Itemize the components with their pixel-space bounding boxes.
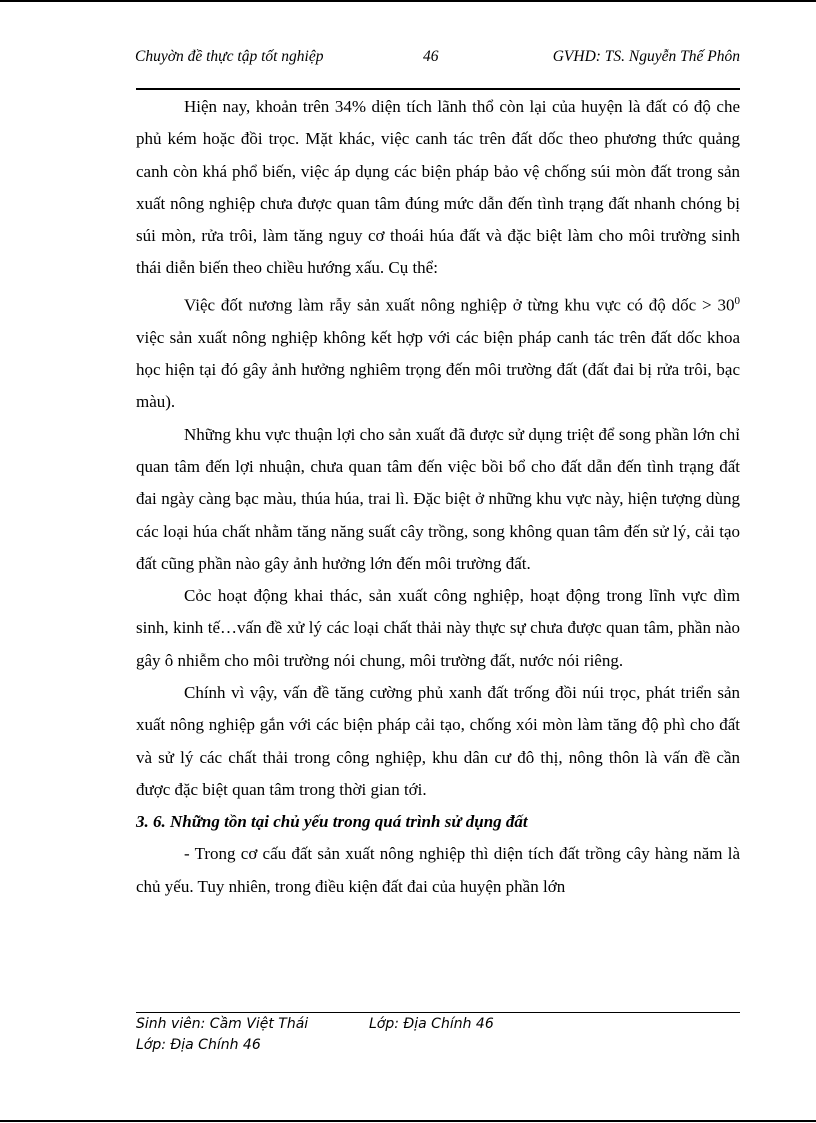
degree-superscript: 0 — [734, 294, 740, 307]
paragraph-2-text-end: việc sản xuất nông nghiệp không kết hợp với các biện pháp canh tác trên đất dốc khoa học hiện tại đó gây ảnh hưởng nghiêm trọng đến môi trường đất (đất đai bị rửa trôi, bạc màu). — [136, 327, 740, 412]
paragraph-6: - Trong cơ cấu đất sản xuất nông nghiệp thì diện tích đất trồng cây hàng năm là chủ yếu. Tuy nhiên, trong điều kiện đất đai của huyện phần lớn — [136, 844, 740, 896]
section-heading: 3. 6. Những tồn tại chủ yếu trong quá trình sử dụng đất — [136, 812, 528, 832]
page-footer — [136, 1014, 740, 1056]
footer-row-1 — [136, 1014, 740, 1035]
header-divider — [136, 88, 740, 90]
footer-row-2 — [136, 1035, 740, 1056]
paragraph-2-text-start: Việc đốt nương làm rẫy sản xuất nông nghiệp ở từng khu vực có độ dốc > 30 — [184, 295, 735, 315]
footer-divider — [136, 1012, 740, 1013]
page-bottom-edge — [0, 1120, 816, 1122]
header-page-number: 46 — [423, 48, 439, 65]
paragraph-1: Hiện nay, khoản trên 34% diện tích lãnh thổ còn lại của huyện là đất có độ che phủ kém hoặc đồi trọc. Mặt khác, việc canh tác trên đất dốc theo phương thức quảng canh còn khá phổ biến, việc áp dụng các biện pháp bảo vệ chống súi mòn đất trong sản xuất nông nghiệp chưa được quan tâm đúng mức dẫn đến tình trạng đất nhanh chóng bị súi mòn, rửa trôi, làm tăng nguy cơ thoái húa đất và đặc biệt làm cho môi trường sinh thái diễn biến theo chiều hướng xấu. Cụ thể: — [136, 97, 740, 278]
footer-class: Lớp: Địa Chính 46 — [369, 1016, 494, 1032]
paragraph-4: Cỏc hoạt động khai thác, sản xuất công nghiệp, hoạt động trong lĩnh vực dìm sinh, kinh tế…vấn đề xử lý các loại chất thải này thực sự chưa được quan tâm, phần nào gây ô nhiễm cho môi trường nói chung, môi trường đất, nước nói riêng. — [136, 586, 740, 670]
page-header — [135, 48, 740, 70]
footer-class-repeat: Lớp: Địa Chính 46 — [136, 1037, 261, 1053]
page-top-edge — [0, 0, 816, 2]
paragraph-3: Những khu vực thuận lợi cho sản xuất đã được sử dụng triệt để song phần lớn chỉ quan tâm đến lợi nhuận, chưa quan tâm đến việc bồi bổ cho đất dẫn đến tình trạng đất đai ngày càng bạc màu, thúa húa, trai lì. Đặc biệt ở những khu vực này, hiện tượng dùng các loại húa chất nhằm tăng năng suất cây trồng, song không quan tâm đến sử lý, cải tạo đất cũng phần nào gây ảnh hưởng lớn đến môi trường đất. — [136, 424, 740, 573]
footer-student: Sinh viên: Cầm Việt Thái — [136, 1016, 309, 1032]
header-advisor: GVHD: TS. Nguyễn Thế Phôn — [552, 48, 740, 65]
header-title: Chuyờn đề thực tập tốt nghiệp — [135, 48, 324, 65]
page-body — [136, 91, 740, 903]
paragraph-5: Chính vì vậy, vấn đề tăng cường phủ xanh đất trống đồi núi trọc, phát triển sản xuất nông nghiệp gắn với các biện pháp cải tạo, chống xói mòn làm tăng độ phì cho đất và sử lý các chất thải trong công nghiệp, khu dân cư đô thị, nông thôn là vấn đề cần được đặc biệt quan tâm trong thời gian tới. — [136, 683, 740, 799]
paragraph-2 — [136, 285, 740, 419]
